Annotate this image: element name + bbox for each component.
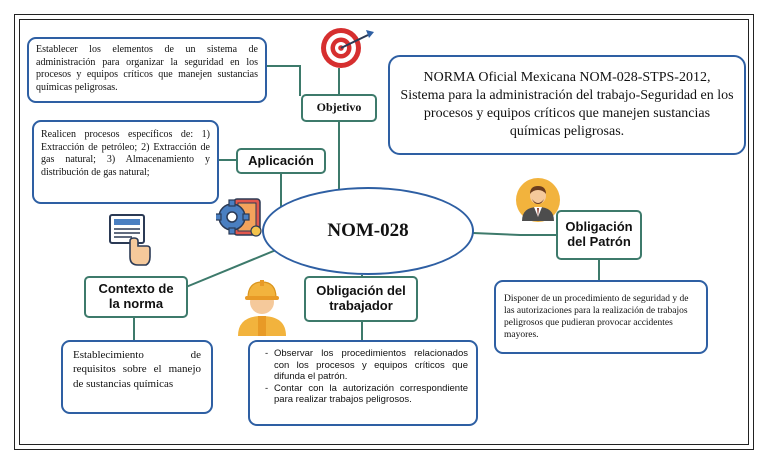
trabajador-label: Obligación del trabajador xyxy=(304,276,418,322)
objetivo-description: Establecer los elementos de un sistema de administración para organizar la seguridad en los procesos y equipos críticos que manejen sustancias químicas peligrosas. xyxy=(36,44,258,93)
objetivo-description-box xyxy=(27,37,267,103)
worker-icon xyxy=(232,272,292,336)
norma-title: NORMA Oficial Mexicana NOM-028-STPS-2012, Sistema para la administración del trabajo-Seguridad en los procesos y equipos críticos que manejen sustancias químicas peligrosas. xyxy=(400,69,734,140)
trabajador-item-2: - Contar con la autorización correspondiente para realizar trabajos peligrosos. xyxy=(274,383,468,406)
patron-description-box xyxy=(494,280,708,354)
trabajador-list xyxy=(264,348,468,406)
norma-title-box xyxy=(388,55,746,155)
contexto-label: Contexto de la norma xyxy=(84,276,188,318)
patron-label: Obligación del Patrón xyxy=(556,210,642,260)
center-label: NOM-028 xyxy=(327,220,409,241)
aplicacion-description: Realicen procesos específicos de: 1) Extracción de petróleo; 2) Extracción de gas natural; 3) Almacenamiento y distribución de gas natural; xyxy=(41,129,210,178)
line-patron-center xyxy=(473,233,557,235)
objetivo-label: Objetivo xyxy=(301,94,377,122)
line-objetivo-text xyxy=(265,66,300,96)
gear-blueprint-icon xyxy=(216,195,266,239)
trabajador-item-1: - Observar los procedimientos relacionados con los procesos y equipos críticos que difunda el patrón. xyxy=(274,348,468,383)
aplicacion-description-box xyxy=(32,120,219,204)
center-node xyxy=(262,187,474,275)
contexto-description-box xyxy=(61,340,213,414)
target-icon xyxy=(308,26,378,70)
document-hand-icon xyxy=(108,213,152,269)
trabajador-description-box xyxy=(248,340,478,426)
patron-description: Disponer de un procedimiento de seguridad y de las autorizaciones para la realización de trabajos peligrosos que pudieran provocar accidentes mayores. xyxy=(504,294,689,340)
contexto-description: Establecimiento de requisitos sobre el manejo de sustancias químicas xyxy=(73,349,201,390)
aplicacion-label: Aplicación xyxy=(236,148,326,174)
